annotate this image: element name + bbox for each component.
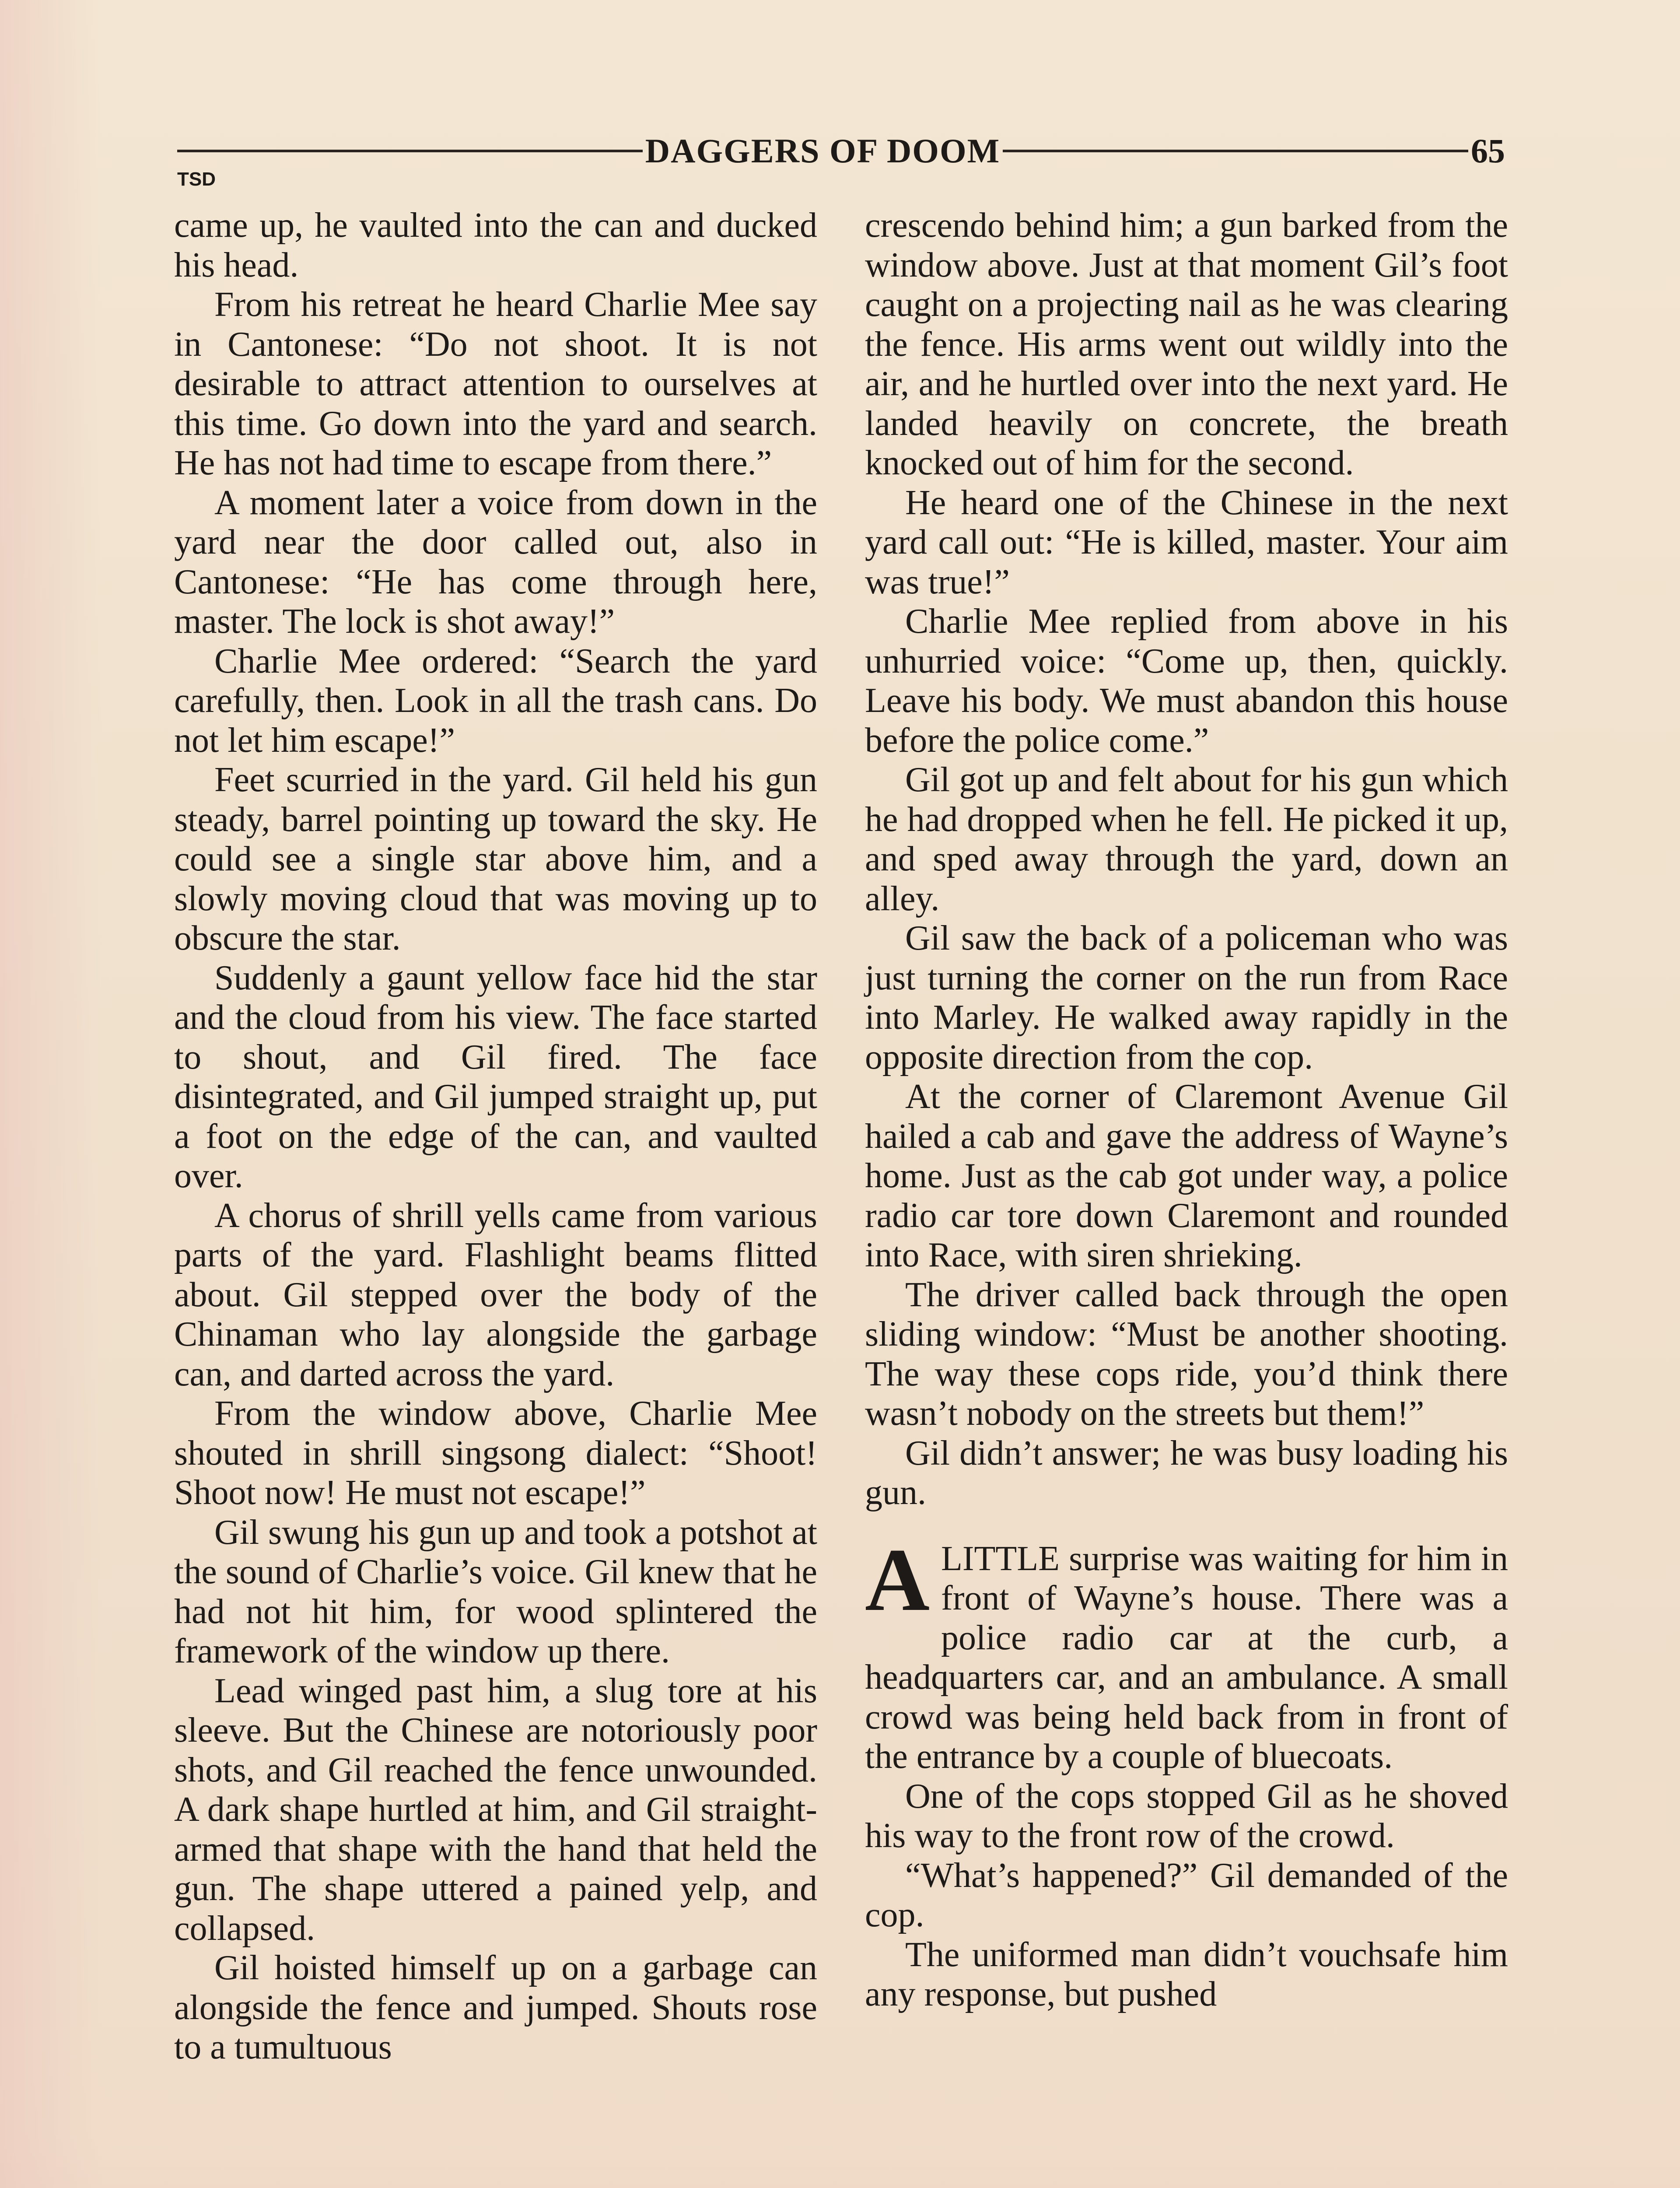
paragraph: Gil saw the back of a policeman who was just turning the corner on the run from Race into Marley. He walked away rapidly in the opposite direction from the cop. [865, 919, 1508, 1076]
header-rule-left [177, 150, 643, 152]
paragraph: Lead winged past him, a slug tore at his sleeve. But the Chinese are notoriously poor shots, and Gil reached the fence unwounded. A dark shape hurtled at him, and Gil straight-armed that shape with the hand that held the gun. The shape uttered a pained yelp, and collapsed. [174, 1671, 817, 1948]
paragraph: One of the cops stopped Gil as he shoved his way to the front row of the crowd. [865, 1777, 1508, 1855]
story-title: DAGGERS OF DOOM [645, 132, 1001, 170]
paragraph: A moment later a voice from down in the yard near the door called out, also in Cantonese: “He has come through here, master. The lock is shot away!” [174, 483, 817, 641]
paragraph: Charlie Mee replied from above in his unhurried voice: “Come up, then, quickly. Leave his body. We must abandon this house before the police come.” [865, 602, 1508, 760]
running-header [177, 131, 1505, 171]
paragraph: Feet scurried in the yard. Gil held his gun steady, barrel pointing up toward the sky. He could see a single star above him, and a slowly moving cloud that was moving up to obscure the star. [174, 761, 817, 957]
paragraph: Gil didn’t answer; he was busy loading his gun. [865, 1434, 1508, 1512]
text-column-left [174, 206, 817, 2067]
paragraph: From his retreat he heard Charlie Mee say in Cantonese: “Do not shoot. It is not desirable to attract attention to ourselves at this time. Go down into the yard and search. He has not had time to escape from there.” [174, 285, 817, 482]
section-break-paragraph [865, 1530, 1508, 1777]
drop-cap: A [865, 1530, 930, 1630]
page-shading-left [0, 0, 101, 2188]
paragraph: Suddenly a gaunt yellow face hid the star and the cloud from his view. The face started to shout, and Gil fired. The face disintegrated, and Gil jumped straight up, put a foot on the edge of the can, and vaulted over. [174, 958, 817, 1195]
paragraph: came up, he vaulted into the can and ducked his head. [174, 206, 817, 284]
paragraph: Gil swung his gun up and took a potshot at the sound of Charlie’s voice. Gil knew that he had not hit him, for wood splintered the framework of the window up there. [174, 1513, 817, 1670]
text-column-right [865, 206, 1508, 2014]
paragraph: A chorus of shrill yells came from various parts of the yard. Flashlight beams flitted about. Gil stepped over the body of the Chinaman who lay alongside the garbage can, and darted across the yard. [174, 1196, 817, 1393]
section-break-text: LITTLE surprise was waiting for him in front of Wayne’s house. There was a police radio car at the curb, a headquarters car, and an ambulance. A small crowd was being held back from in front of the entrance by a couple of bluecoats. [865, 1539, 1508, 1776]
paragraph: “What’s happened?” Gil demanded of the cop. [865, 1856, 1508, 1934]
header-rule-right [1003, 150, 1468, 152]
publisher-tag: TSD [177, 168, 216, 190]
paragraph: At the corner of Claremont Avenue Gil hailed a cab and gave the address of Wayne’s home. Just as the cab got under way, a police radio car tore down Claremont and rounded into Race, with siren shrieking. [865, 1077, 1508, 1274]
paragraph: crescendo behind him; a gun barked from the window above. Just at that moment Gil’s foot caught on a projecting nail as he was clearing the fence. His arms went out wildly into the air, and he hurtled over into the next yard. He landed heavily on concrete, the breath knocked out of him for the second. [865, 206, 1508, 482]
paragraph: Gil got up and felt about for his gun which he had dropped when he fell. He picked it up, and sped away through the yard, down an alley. [865, 761, 1508, 918]
paragraph: He heard one of the Chinese in the next yard call out: “He is killed, master. Your aim was true!” [865, 483, 1508, 601]
paragraph: From the window above, Charlie Mee shouted in shrill singsong dialect: “Shoot! Shoot now! He must not escape!” [174, 1394, 817, 1512]
page-number: 65 [1471, 132, 1505, 170]
paragraph: Charlie Mee ordered: “Search the yard carefully, then. Look in all the trash cans. Do not let him escape!” [174, 642, 817, 760]
paragraph: Gil hoisted himself up on a garbage can alongside the fence and jumped. Shouts rose to a tumultuous [174, 1949, 817, 2066]
paragraph: The driver called back through the open sliding window: “Must be another shooting. The way these cops ride, you’d think there wasn’t nobody on the streets but them!” [865, 1275, 1508, 1433]
paragraph: The uniformed man didn’t vouchsafe him any response, but pushed [865, 1935, 1508, 2013]
page-shading-bottom [0, 2134, 1680, 2188]
